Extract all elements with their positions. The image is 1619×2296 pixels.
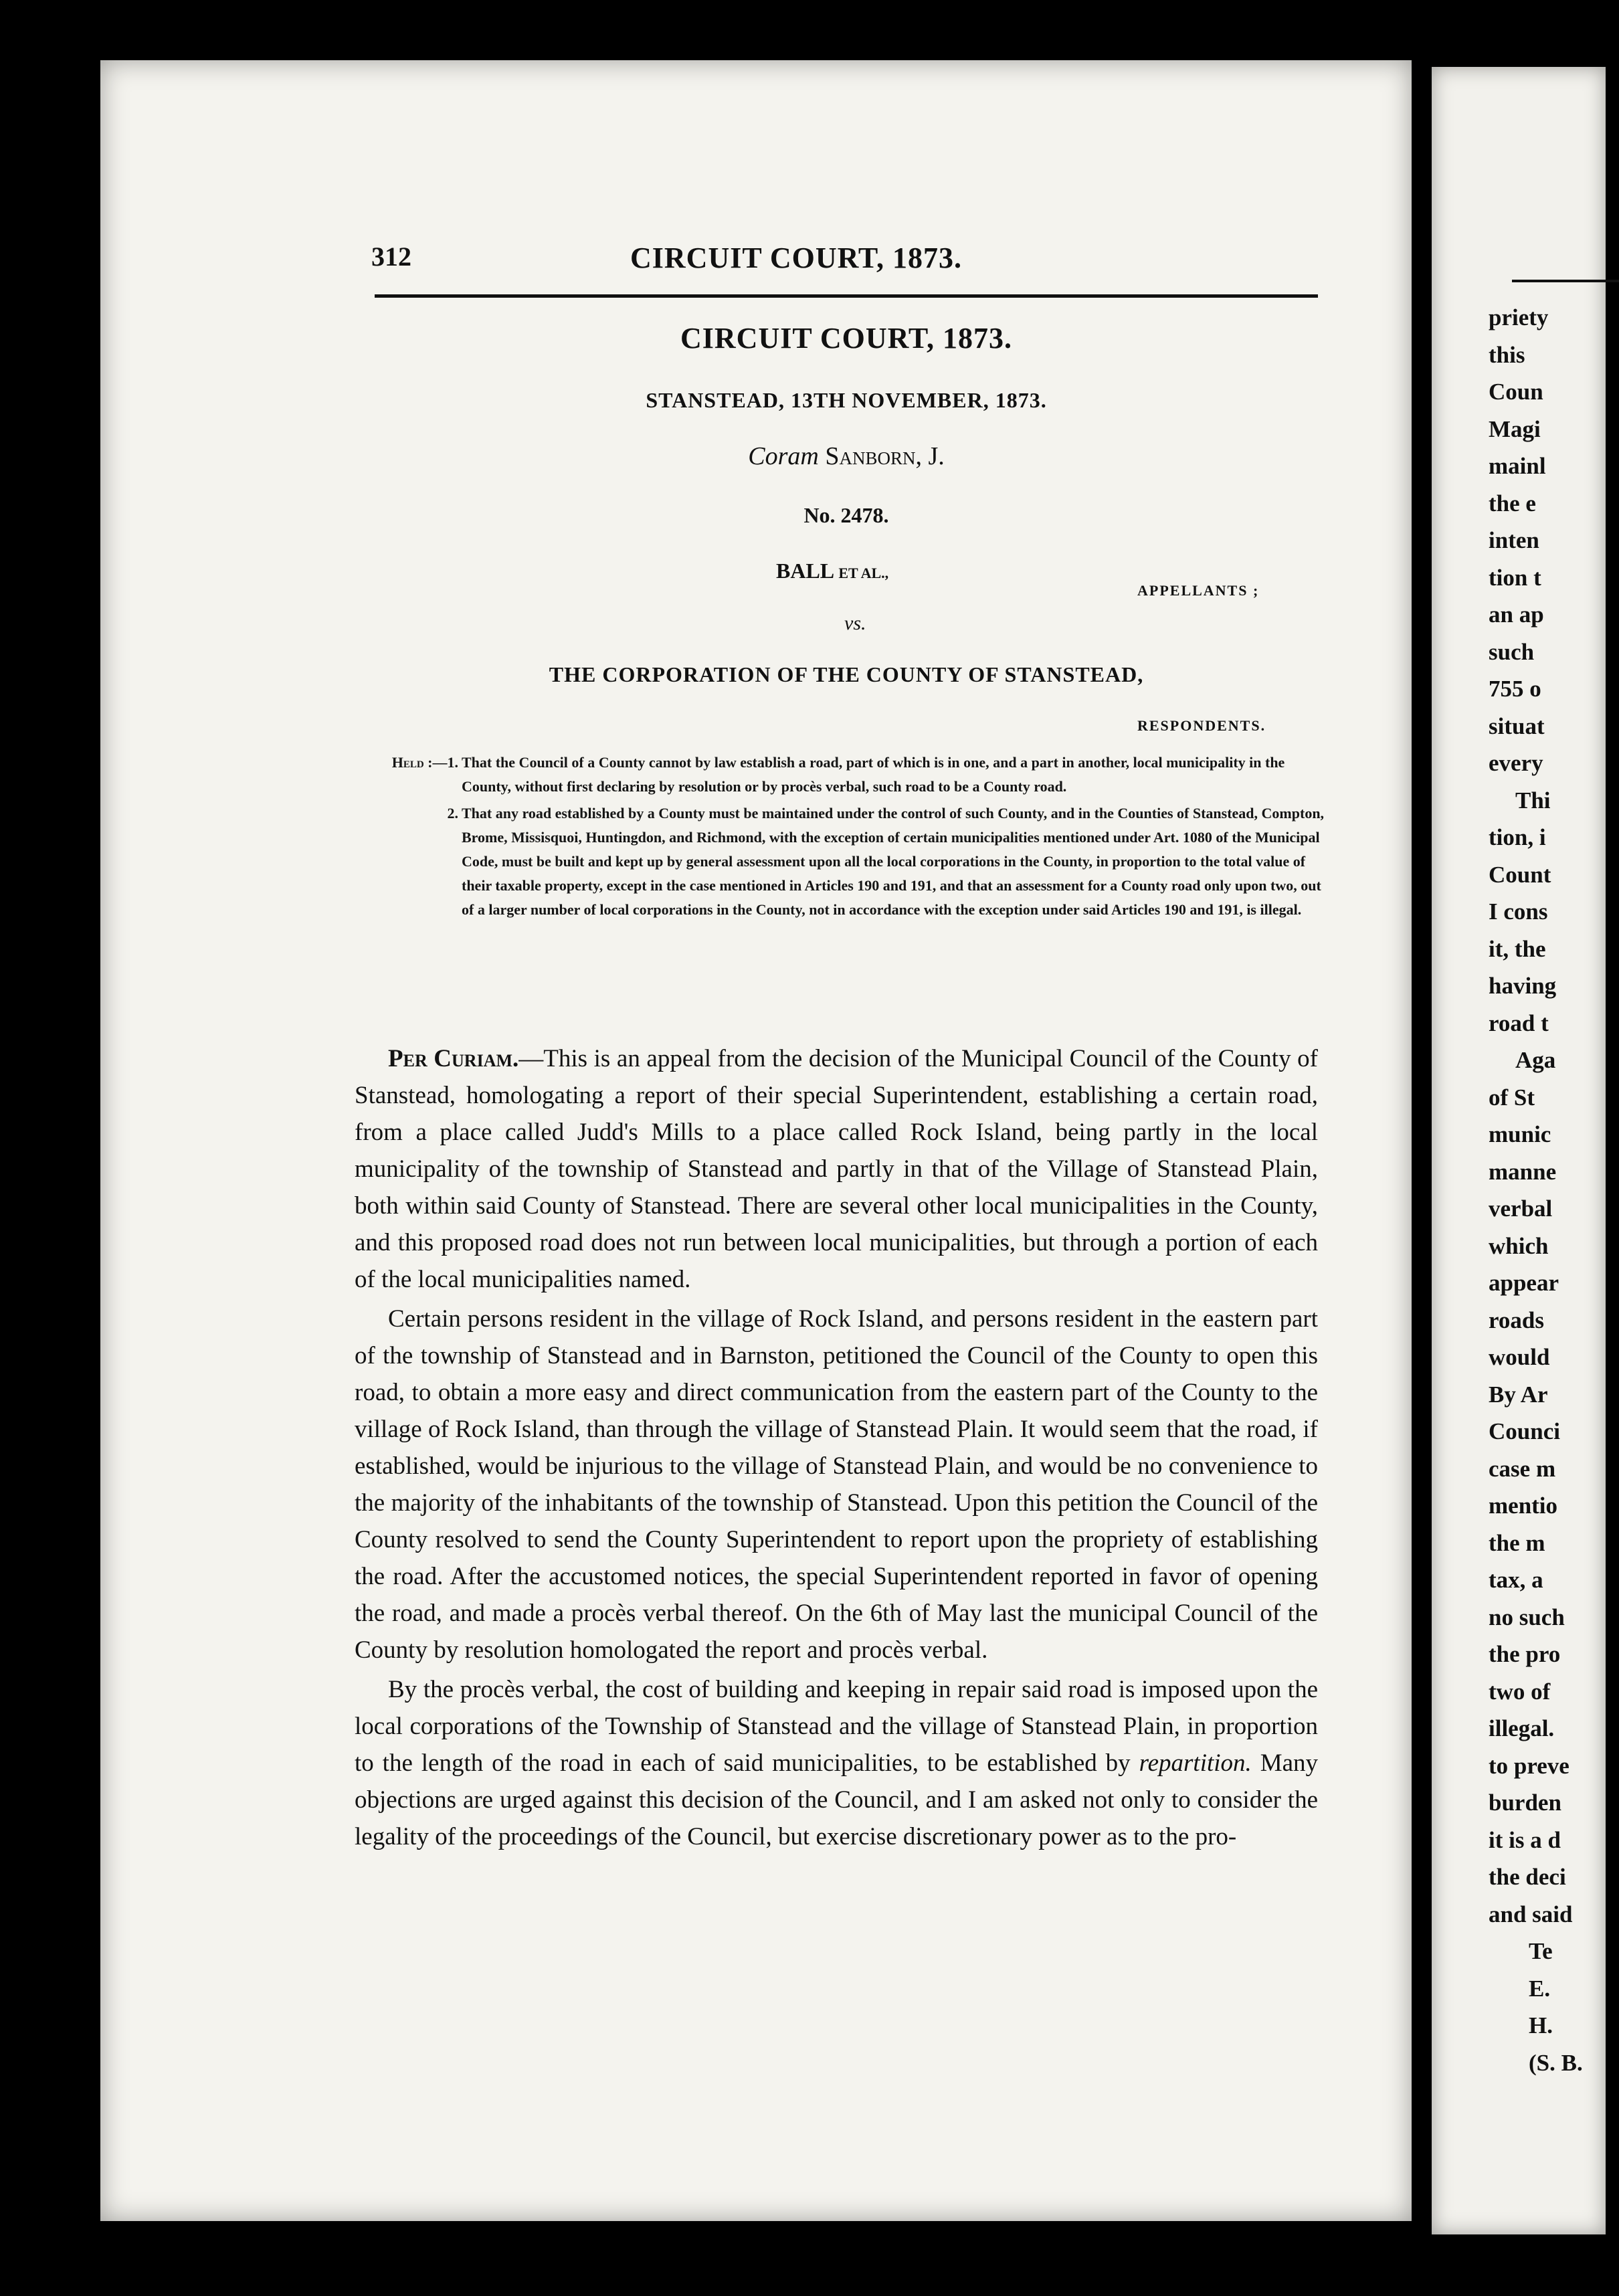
facing-line: Te xyxy=(1529,1938,1553,1964)
facing-line: 755 o xyxy=(1489,676,1541,702)
facing-line: By Ar xyxy=(1489,1381,1548,1408)
facing-line: the m xyxy=(1489,1529,1545,1556)
opinion-body xyxy=(355,1040,1318,1858)
per-curiam: Per Curiam. xyxy=(388,1045,519,1072)
facing-line: Coun xyxy=(1489,379,1543,405)
facing-line: case m xyxy=(1489,1455,1556,1482)
facing-line: Thi xyxy=(1515,787,1551,814)
facing-line: it, the xyxy=(1489,935,1546,962)
facing-line: it is a d xyxy=(1489,1826,1561,1853)
held-item xyxy=(375,751,1331,799)
case-number: No. 2478. xyxy=(803,503,889,527)
held-text: That any road established by a County must be maintained under the control of such County, and in the Counties of Stanstead, Compton, Brome, Missisquoi, Huntingdon, and Richmond, with the exception of certain municipalities mentioned under Art. 1080 of the Municipal Code, must be built and kept up by general assessment upon all the local corporations in the County, in proportion to the total value of their taxable property, except in the case mentioned in Articles 190 and 191, and that an assessment for a County road only upon two, out of a larger number of local corporations in the County, not in accordance with the exception under said Articles 190 and 191, is illegal. xyxy=(462,805,1325,918)
facing-line: E. xyxy=(1529,1975,1551,2002)
facing-line: Count xyxy=(1489,861,1551,888)
facing-line: of St xyxy=(1489,1084,1535,1111)
header-rule xyxy=(375,294,1318,298)
facing-line: an ap xyxy=(1489,601,1544,628)
paragraph: Certain persons resident in the village of Rock Island, and persons resident in the eastern part of the township of Stanstead and in Barnston, petitioned the Council of the County to open this road, to obtain a more easy and direct communication from the eastern part of the County to the village of Rock Island, than through the village of Stanstead Plain. It would seem that the road, if established, would be injurious to the village of Stanstead Plain, and would be no convenience to the majority of the inhabitants of the township of Stanstead. Upon this petition the Council of the County resolved to send the County Superintendent to report upon the propriety of establishing the road. After the accustomed notices, the special Superintendent reported in favor of opening the road, and made a procès verbal thereof. On the 6th of May last the municipal Council of the County by resolution homologated the report and procès verbal. xyxy=(355,1305,1318,1664)
facing-line: H. xyxy=(1529,2012,1553,2038)
facing-line: mentio xyxy=(1489,1493,1558,1519)
facing-line: having xyxy=(1489,973,1557,999)
facing-line: roads xyxy=(1489,1307,1544,1333)
held-item xyxy=(375,801,1331,922)
appellants-label: APPELLANTS ; xyxy=(1137,582,1260,599)
facing-header-rule xyxy=(1512,280,1619,282)
coram-line xyxy=(375,442,1318,471)
facing-line: every xyxy=(1489,750,1543,776)
facing-line: (S. B. xyxy=(1529,2049,1583,2076)
held-number: Held :—1. xyxy=(391,754,458,771)
facing-line: and said xyxy=(1489,1901,1573,1927)
running-head xyxy=(274,241,1318,288)
facing-line: situat xyxy=(1489,712,1545,739)
facing-line: illegal. xyxy=(1489,1715,1555,1741)
facing-line: Aga xyxy=(1515,1047,1556,1073)
held-number: 2. xyxy=(447,805,458,822)
facing-line: Counci xyxy=(1489,1418,1560,1444)
facing-line: tion t xyxy=(1489,564,1541,591)
held-text: That the Council of a County cannot by law establish a road, part of which is in one, and a part in another, local municipality in the County, without first declaring by resolution or by procès verbal, such road to be a County road. xyxy=(462,754,1285,795)
facing-line: the pro xyxy=(1489,1641,1561,1667)
held-section xyxy=(375,751,1331,922)
facing-line: which xyxy=(1489,1232,1549,1259)
respondents-label: RESPONDENTS. xyxy=(1137,717,1266,734)
facing-line: burden xyxy=(1489,1790,1561,1816)
facing-line: munic xyxy=(1489,1121,1551,1147)
facing-line: I cons xyxy=(1489,898,1548,925)
versus: vs. xyxy=(844,612,866,634)
court-heading: CIRCUIT COURT, 1873. xyxy=(680,322,1012,355)
facing-line: this xyxy=(1489,341,1525,368)
paragraph: By the procès verbal, the cost of building and keeping in repair said road is imposed upon the local corporations of the Township of Stanstead and the village of Stanstead Plain, in proportion to the length of the road in each of said municipalities, to be established by repartition. Many objections are urged against this decision of the Council, and I am asked not only to consider the legality of the proceedings of the Council, but exercise discretionary power as to the pro- xyxy=(355,1676,1319,1850)
facing-line: no such xyxy=(1489,1604,1565,1630)
facing-line: inten xyxy=(1489,527,1539,553)
appellant-suffix: ET AL., xyxy=(838,565,889,581)
facing-line: tion, i xyxy=(1489,824,1546,850)
page-gutter xyxy=(1412,0,1432,2296)
facing-line: the e xyxy=(1489,490,1536,516)
facing-line: Magi xyxy=(1489,415,1541,442)
held-label: Held :— xyxy=(391,754,448,771)
facing-line: appear xyxy=(1489,1270,1559,1296)
facing-line: would xyxy=(1489,1344,1550,1370)
italic-term: repartition. xyxy=(1139,1749,1252,1777)
coram-prefix: Coram xyxy=(748,442,819,470)
appellant-party xyxy=(776,559,888,583)
facing-line: mainl xyxy=(1489,453,1546,479)
facing-line: such xyxy=(1489,638,1535,665)
running-title: CIRCUIT COURT, 1873. xyxy=(630,242,962,274)
facing-line: two of xyxy=(1489,1678,1551,1705)
facing-line: to preve xyxy=(1489,1752,1569,1779)
paragraph: Per Curiam.—This is an appeal from the decision of the Municipal Council of the County of Stanstead, homologating a report of their special Superintendent, establishing a certain road, from a place called Judd's Mills to a place called Rock Island, being partly in the local municipality of the township of Stanstead and partly in that of the Village of Stanstead Plain, both within said County of Stanstead. There are several other local municipalities in the County, and this proposed road does not run between local municipalities, but through a portion of each of the local municipalities named. xyxy=(355,1045,1318,1293)
page-number: 312 xyxy=(371,242,411,272)
appellant-name: BALL xyxy=(776,559,834,583)
facing-page-fragment xyxy=(1432,67,1606,2234)
place-date: STANSTEAD, 13TH NOVEMBER, 1873. xyxy=(646,388,1047,412)
facing-line: verbal xyxy=(1489,1195,1553,1222)
facing-line: the deci xyxy=(1489,1864,1566,1890)
facing-line: priety xyxy=(1489,304,1549,330)
facing-line: road t xyxy=(1489,1010,1549,1036)
facing-line: tax, a xyxy=(1489,1567,1543,1593)
judge-name: Sanborn, J. xyxy=(825,442,945,470)
respondent-party: THE CORPORATION OF THE COUNTY OF STANSTEAD, xyxy=(549,662,1144,686)
facing-line: manne xyxy=(1489,1158,1557,1185)
